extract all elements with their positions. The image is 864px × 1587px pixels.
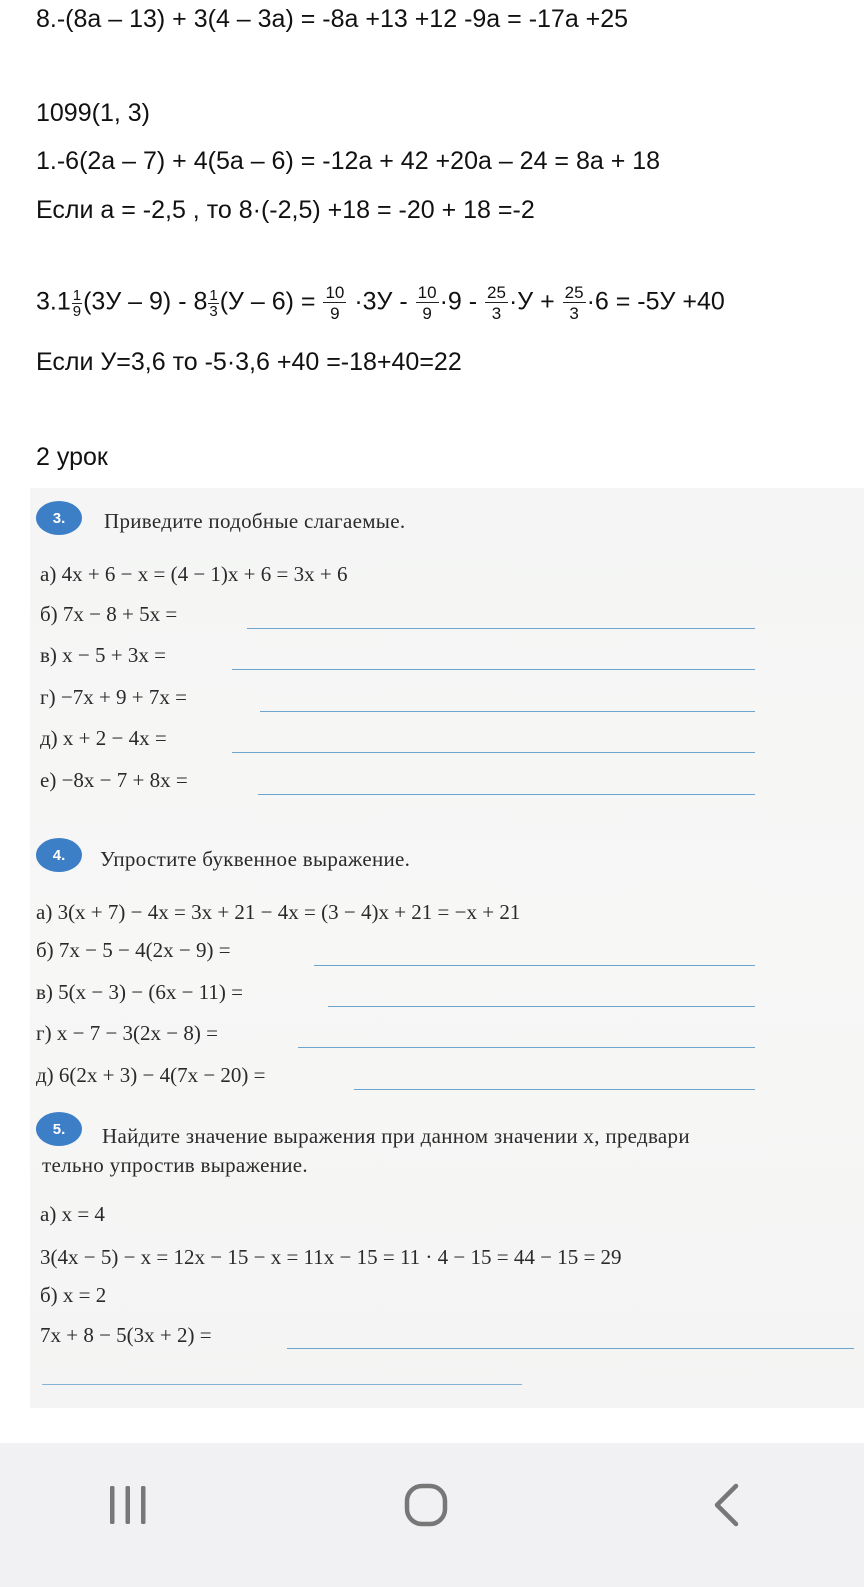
task4-item-v: в) 5(x − 3) − (6x − 11) = bbox=[36, 980, 243, 1004]
fraction bbox=[72, 288, 82, 319]
recent-apps-icon bbox=[106, 1483, 150, 1527]
task3-item-a: а) 4x + 6 − x = (4 − 1)x + 6 = 3x + 6 bbox=[40, 562, 348, 586]
text-part: ·У + bbox=[508, 287, 562, 316]
typed-line-task3 bbox=[36, 284, 725, 322]
fraction-numerator: 25 bbox=[564, 283, 584, 302]
fraction-denominator: 3 bbox=[491, 304, 502, 323]
task4-item-d: д) 6(2x + 3) − 4(7x − 20) = bbox=[36, 1063, 266, 1087]
fraction bbox=[563, 284, 586, 322]
task3-item-v: в) x − 5 + 3x = bbox=[40, 643, 166, 667]
task3-item-e: е) −8x − 7 + 8x = bbox=[40, 768, 188, 792]
task4-item-g: г) x − 7 − 3(2x − 8) = bbox=[36, 1021, 218, 1045]
back-icon bbox=[704, 1481, 748, 1529]
task5-b-expression: 7x + 8 − 5(3x + 2) = bbox=[40, 1323, 212, 1347]
fraction-denominator: 9 bbox=[72, 302, 82, 320]
fraction bbox=[323, 284, 346, 322]
system-navigation-bar bbox=[0, 1443, 864, 1587]
home-icon bbox=[401, 1480, 451, 1530]
typed-line-task1: 1.-6(2a – 7) + 4(5a – 6) = -12a + 42 +20a – 24 = 8a + 18 bbox=[36, 147, 661, 175]
fraction-denominator: 3 bbox=[209, 302, 218, 320]
text-part: 3.1 bbox=[36, 287, 71, 316]
fraction-numerator: 25 bbox=[487, 283, 506, 302]
answer-blank-line bbox=[298, 1047, 755, 1048]
task4-item-b: б) 7x − 5 − 4(2x − 9) = bbox=[36, 938, 231, 962]
task5-title-line2: тельно упростив выражение. bbox=[42, 1153, 308, 1177]
task-number-badge: 4. bbox=[36, 838, 82, 872]
recent-apps-button[interactable] bbox=[88, 1473, 168, 1537]
task3-item-b: б) 7x − 8 + 5x = bbox=[40, 602, 178, 626]
fraction-numerator: 1 bbox=[72, 286, 82, 304]
text-part: (У – 6) = bbox=[219, 287, 323, 316]
task3-item-d: д) x + 2 − 4x = bbox=[40, 726, 167, 750]
typed-line-task1-check: Если a = -2,5 , то 8·(-2,5) +18 = -20 + 18 =-2 bbox=[36, 196, 535, 224]
fraction-denominator: 3 bbox=[569, 304, 579, 323]
task3-title: Приведите подобные слагаемые. bbox=[104, 509, 406, 533]
answer-blank-line bbox=[247, 628, 755, 629]
fraction-numerator: 10 bbox=[417, 283, 437, 302]
fraction-denominator: 9 bbox=[422, 304, 432, 323]
fraction-denominator: 9 bbox=[330, 304, 340, 323]
task5-title-line1: Найдите значение выражения при данном значении x, предвари bbox=[102, 1124, 690, 1148]
answer-blank-line bbox=[314, 965, 755, 966]
text-part: (3У – 9) - 8 bbox=[83, 287, 208, 316]
task5-a-label: а) x = 4 bbox=[40, 1202, 105, 1226]
text-part: ·9 - bbox=[439, 287, 485, 316]
answer-blank-line bbox=[328, 1006, 755, 1007]
answer-blank-line bbox=[232, 669, 755, 670]
typed-line-task8: 8.-(8a – 13) + 3(4 – 3a) = -8a +13 +12 -9a = -17a +25 bbox=[36, 5, 629, 33]
answer-blank-line bbox=[287, 1348, 854, 1349]
task5-a-solution: 3(4x − 5) − x = 12x − 15 − x = 11x − 15 = 11 · 4 − 15 = 44 − 15 = 29 bbox=[40, 1245, 622, 1269]
answer-blank-line bbox=[42, 1384, 522, 1385]
fraction bbox=[416, 284, 439, 322]
task4-item-a: а) 3(x + 7) − 4x = 3x + 21 − 4x = (3 − 4)x + 21 = −x + 21 bbox=[36, 900, 521, 924]
text-part: ·6 = -5У +40 bbox=[586, 287, 725, 316]
typed-line-lesson-heading: 2 урок bbox=[36, 443, 108, 471]
task3-item-g: г) −7x + 9 + 7x = bbox=[40, 685, 187, 709]
answer-blank-line bbox=[260, 711, 755, 712]
back-button[interactable] bbox=[686, 1473, 766, 1537]
task4-title: Упростите буквенное выражение. bbox=[100, 847, 411, 871]
typed-line-exercise-number: 1099(1, 3) bbox=[36, 99, 150, 127]
fraction-numerator: 10 bbox=[325, 283, 345, 302]
text-part: ·3У - bbox=[347, 287, 415, 316]
fraction bbox=[208, 288, 218, 319]
task-number-badge: 3. bbox=[36, 501, 82, 535]
task-number-badge: 5. bbox=[36, 1112, 82, 1146]
fraction-numerator: 1 bbox=[209, 286, 218, 304]
answer-blank-line bbox=[232, 752, 755, 753]
home-button[interactable] bbox=[386, 1473, 466, 1537]
answer-blank-line bbox=[258, 794, 755, 795]
fraction bbox=[485, 284, 508, 322]
typed-line-task3-check: Если У=3,6 то -5·3,6 +40 =-18+40=22 bbox=[36, 348, 462, 376]
task5-b-label: б) x = 2 bbox=[40, 1283, 107, 1307]
answer-blank-line bbox=[354, 1089, 755, 1090]
